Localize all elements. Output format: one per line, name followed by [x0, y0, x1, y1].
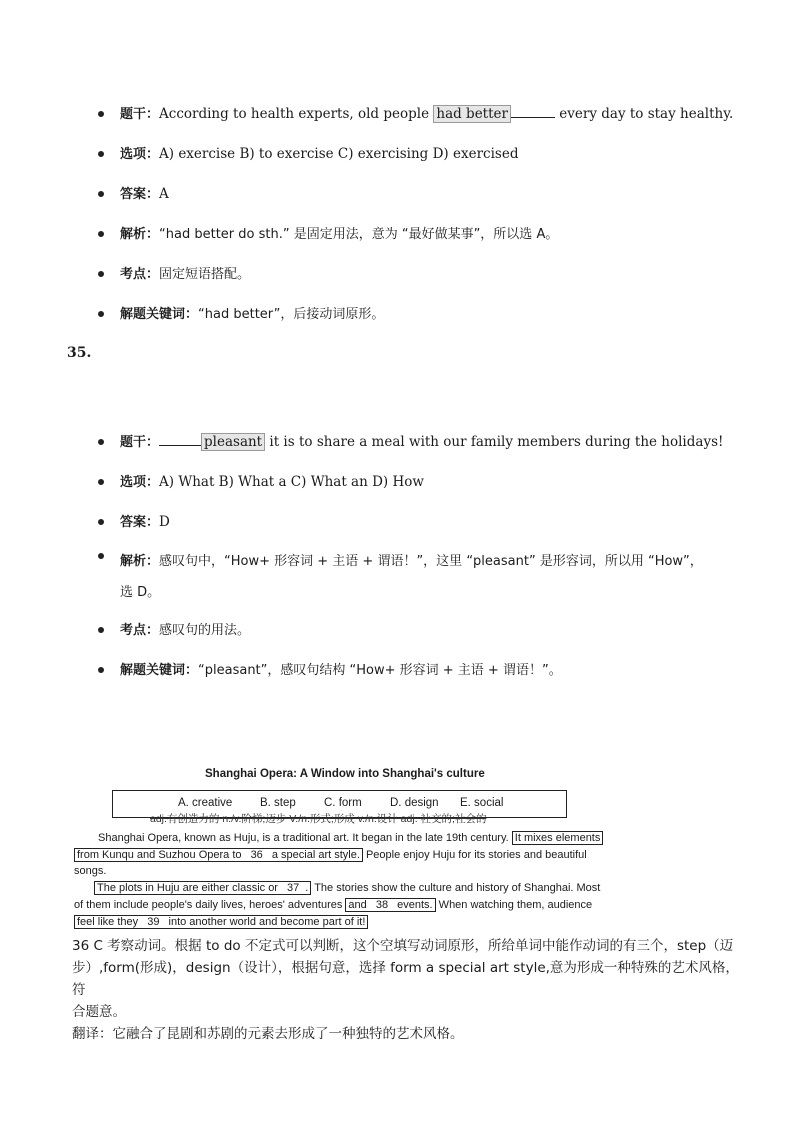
- line-text: People enjoy Huju for its stories and beautiful: [362, 849, 587, 861]
- blank-37: 37: [281, 882, 305, 895]
- answer-36-line-2: 步）,form(形成)，design（设计），根据句意，选择 form a special art style,意为形成一种特殊的艺术风格，符: [72, 960, 739, 998]
- word-option-c: C. form: [324, 797, 362, 809]
- line-text: songs.: [74, 865, 107, 877]
- answer-label: 答案：: [120, 515, 160, 530]
- answer-label: 答案：: [120, 187, 160, 202]
- keywords-label: 解题关键词：: [120, 663, 199, 678]
- q34-answer: [98, 184, 748, 224]
- line-text: events.: [394, 899, 433, 911]
- q35-explanation: [98, 546, 748, 620]
- passage-line-4: [94, 882, 600, 895]
- passage-line-2: [74, 849, 587, 862]
- blank-38: 38: [370, 899, 394, 912]
- explanation-text-cont: 选 D。: [120, 585, 161, 600]
- explanation-text: “had better do sth.” 是固定用法，意为 “最好做某事”，所以选 A。: [159, 227, 559, 242]
- boxed-phrase: It mixes elements: [512, 831, 604, 845]
- line-text: of them include people's daily lives, heroes' adventures: [74, 899, 346, 911]
- answer-36-line-3: 合题意。: [72, 1004, 126, 1020]
- boxed-phrase: [94, 881, 311, 895]
- passage-line-6: [74, 916, 368, 929]
- stem-text-post: every day to stay healthy.: [554, 106, 734, 122]
- answer-blank: [159, 433, 201, 446]
- word-option-d: D. design: [390, 797, 439, 809]
- line-text: and: [348, 899, 370, 911]
- boxed-phrase: [345, 898, 435, 912]
- line-text: Shanghai Opera, known as Huju, is a traditional art. It began in the late 19th century.: [98, 832, 512, 844]
- options-text: A) What B) What a C) What an D) How: [159, 474, 424, 490]
- answer-blank: [511, 105, 555, 118]
- q35-list: [98, 432, 748, 700]
- explanation-label: 解析：: [120, 554, 160, 569]
- answer-36-translation: 翻译：它融合了昆剧和苏剧的元素去形成了一种独特的艺术风格。: [72, 1026, 464, 1042]
- stem-label: 题干：: [120, 107, 160, 122]
- passage-title: Shanghai Opera: A Window into Shanghai's culture: [205, 768, 485, 780]
- q34-keywords: [98, 304, 748, 344]
- word-gloss: adj.有创造力的 n./v.阶梯;迈步 V./n.形式;形成 v./n.设计 adj. 社交的;社会的: [150, 813, 487, 825]
- blank-39: 39: [141, 916, 165, 929]
- line-text: .: [305, 882, 309, 894]
- stem-text-pre: According to health experts, old people: [159, 106, 434, 122]
- word-option-e: E. social: [460, 797, 504, 809]
- answer-text: D: [159, 514, 170, 530]
- boxed-phrase: [74, 848, 363, 862]
- stem-text-post: it is to share a meal with our family members during the holidays!: [265, 434, 724, 450]
- q35-keywords: [98, 660, 748, 700]
- line-text: The plots in Huju are either classic or: [97, 882, 282, 894]
- q35-point: [98, 620, 748, 660]
- blank-36: 36: [245, 849, 269, 862]
- q34-point: [98, 264, 748, 304]
- point-text: 固定短语搭配。: [159, 267, 251, 282]
- point-text: 感叹句的用法。: [159, 623, 251, 638]
- answer-36-block: [72, 935, 742, 1045]
- explanation-text: 感叹句中，“How+ 形容词 + 主语 + 谓语！”，这里 “pleasant” 是形容词，所以用 “How”，: [159, 554, 703, 569]
- point-label: 考点：: [120, 267, 160, 282]
- passage-line-1: [98, 832, 603, 844]
- line-text: The stories show the culture and history of Shanghai. Most: [311, 882, 601, 894]
- q34-stem: [98, 104, 748, 144]
- boxed-phrase: [74, 915, 368, 929]
- keywords-text: “had better”，后接动词原形。: [198, 307, 385, 322]
- stem-label: 题干：: [120, 435, 160, 450]
- options-text: A) exercise B) to exercise C) exercising D) exercised: [159, 146, 519, 162]
- word-option-a: A. creative: [178, 797, 233, 809]
- question-number-35: 35.: [67, 345, 92, 361]
- stem-highlight: pleasant: [201, 433, 265, 451]
- line-text: a special art style.: [268, 849, 360, 861]
- options-label: 选项：: [120, 475, 160, 490]
- word-option-b: B. step: [260, 797, 296, 809]
- answer-36-line-1: 36 C 考察动词。根据 to do 不定式可以判断，这个空填写动词原形，所给单词中能作动词的有三个，step（迈: [72, 938, 734, 954]
- passage-line-5: [74, 899, 592, 912]
- stem-highlight: had better: [433, 105, 511, 123]
- line-text: from Kunqu and Suzhou Opera to: [77, 849, 245, 861]
- line-text: feel like they: [77, 916, 142, 928]
- passage-line-3: [74, 865, 106, 877]
- options-label: 选项：: [120, 147, 160, 162]
- point-label: 考点：: [120, 623, 160, 638]
- q35-stem: [98, 432, 748, 472]
- line-text: into another world and become part of it!: [165, 916, 366, 928]
- answer-text: A: [159, 186, 169, 202]
- keywords-label: 解题关键词：: [120, 307, 199, 322]
- line-text: When watching them, audience: [435, 899, 593, 911]
- q35-options: [98, 472, 748, 512]
- q34-explanation: [98, 224, 748, 264]
- explanation-label: 解析：: [120, 227, 160, 242]
- q34-options: [98, 144, 748, 184]
- keywords-text: “pleasant”，感叹句结构 “How+ 形容词 + 主语 + 谓语！”。: [198, 663, 562, 678]
- q34-list: [98, 104, 748, 344]
